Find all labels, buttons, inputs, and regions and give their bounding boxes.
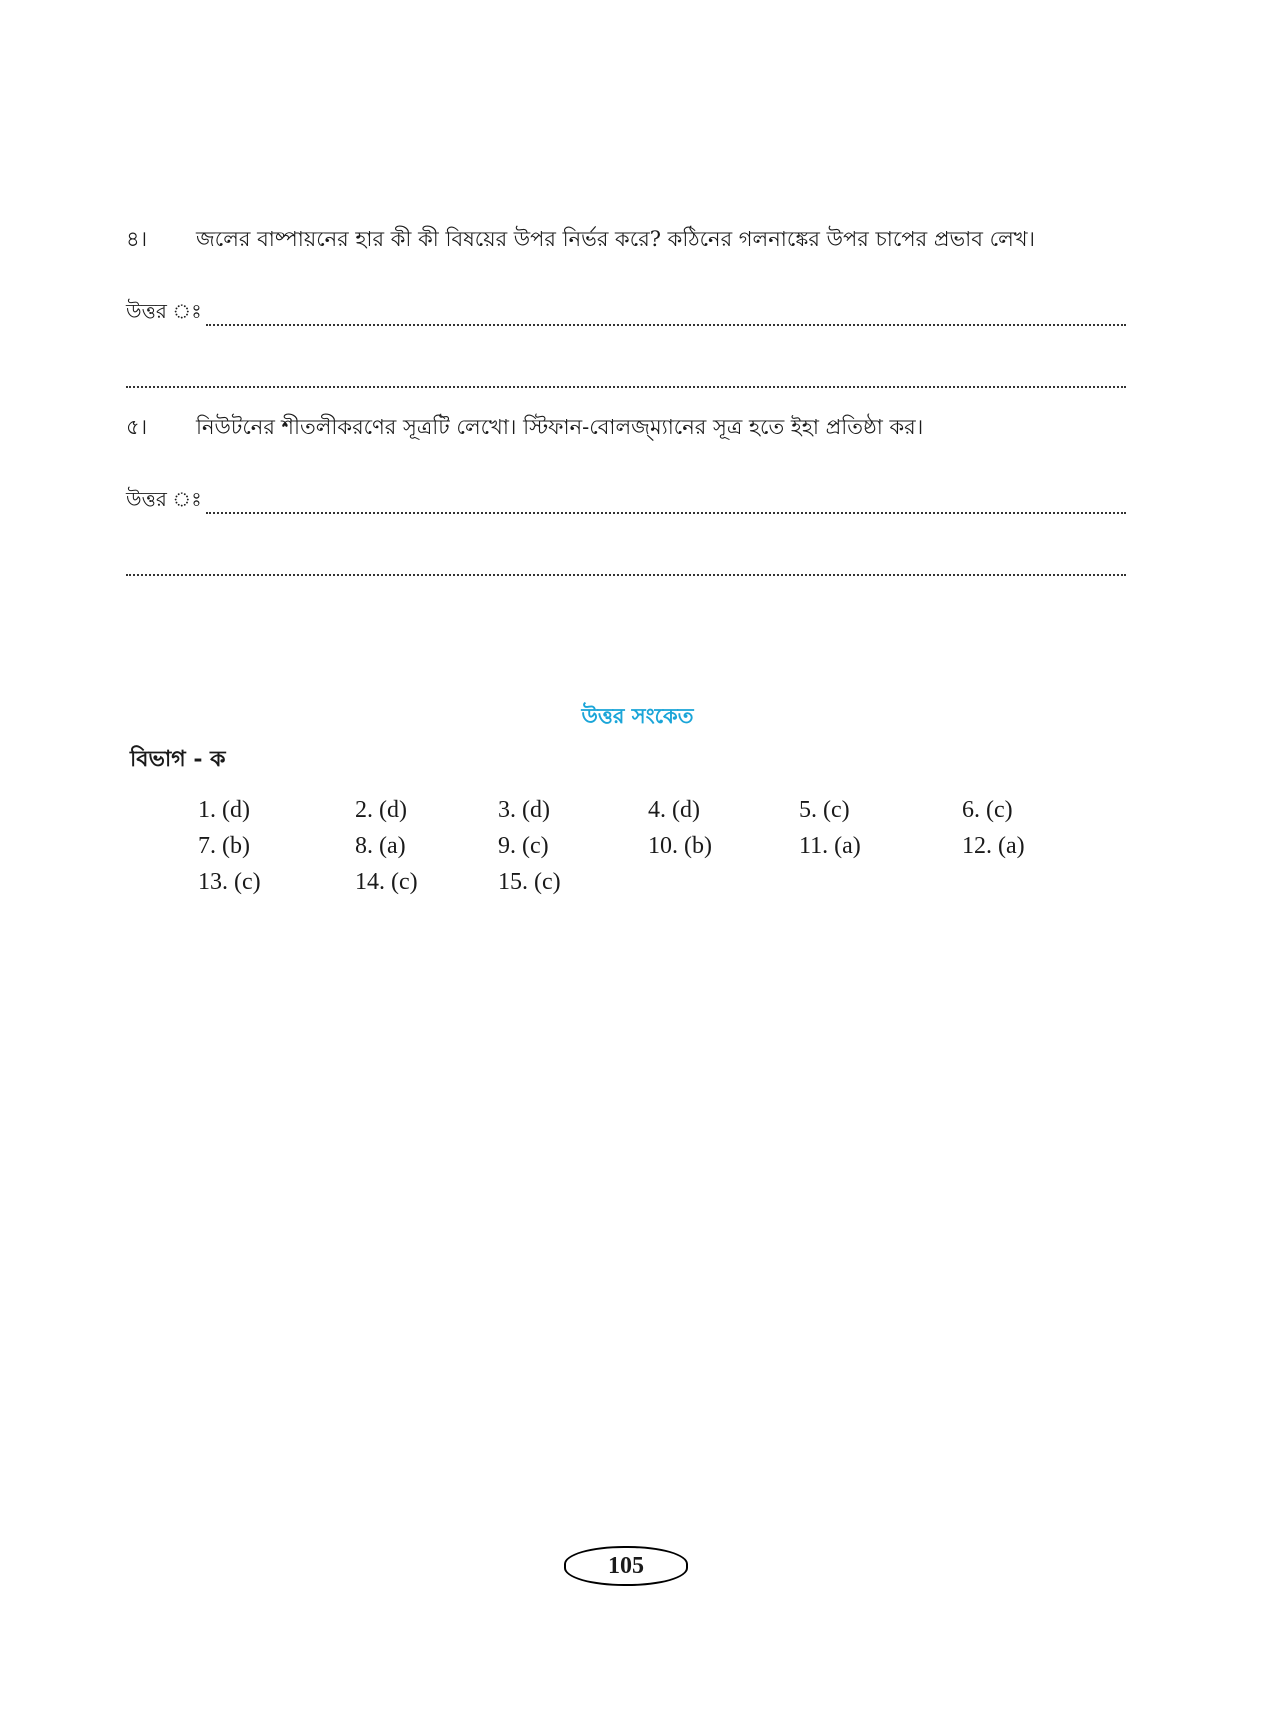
- answer-item: 15. (c): [498, 869, 561, 895]
- answer-item: 10. (b): [648, 833, 712, 859]
- answer-item: 9. (c): [498, 833, 549, 859]
- answer-item: 2. (d): [355, 797, 407, 823]
- answer-item: 1. (d): [198, 797, 250, 823]
- answer-item: 6. (c): [962, 797, 1013, 823]
- answer-item: 11. (a): [799, 833, 861, 859]
- question-4-number: ৪।: [126, 227, 148, 251]
- answer-item: 7. (b): [198, 833, 250, 859]
- answer-4-line[interactable]: [126, 300, 1126, 330]
- page-number: 105: [564, 1546, 688, 1586]
- answer-item: 12. (a): [962, 833, 1025, 859]
- question-4-text: জলের বাষ্পায়নের হার কী কী বিষয়ের উপর নির্ভর করে? কঠিনের গলনাঙ্কের উপর চাপের প্রভাব লেখ।: [196, 227, 1036, 251]
- answer-5-label: উত্তর ঃ: [126, 487, 202, 511]
- answer-item: 14. (c): [355, 869, 418, 895]
- answer-5-dotted-line-2: [126, 574, 1126, 576]
- answer-4-label: উত্তর ঃ: [126, 299, 202, 323]
- answer-key-title: উত্তর সংকেত: [581, 703, 694, 728]
- section-title: বিভাগ - ক: [130, 746, 226, 772]
- answer-4-dotted-line-2: [126, 386, 1126, 388]
- answer-item: 8. (a): [355, 833, 406, 859]
- answer-item: 13. (c): [198, 869, 261, 895]
- question-4: [126, 224, 1035, 254]
- answer-item: 4. (d): [648, 797, 700, 823]
- answer-5-line[interactable]: [126, 488, 1126, 518]
- answer-5-dotted-line: [206, 490, 1126, 514]
- question-5-text: নিউটনের শীতলীকরণের সূত্রটি লেখো। স্টিফান-বোলজ্ম্যানের সূত্র হতে ইহা প্রতিষ্ঠা কর।: [196, 415, 924, 439]
- answer-item: 5. (c): [799, 797, 850, 823]
- answer-4-dotted-line: [206, 302, 1126, 326]
- question-5: [126, 412, 923, 442]
- answer-item: 3. (d): [498, 797, 550, 823]
- question-5-number: ৫।: [126, 415, 148, 439]
